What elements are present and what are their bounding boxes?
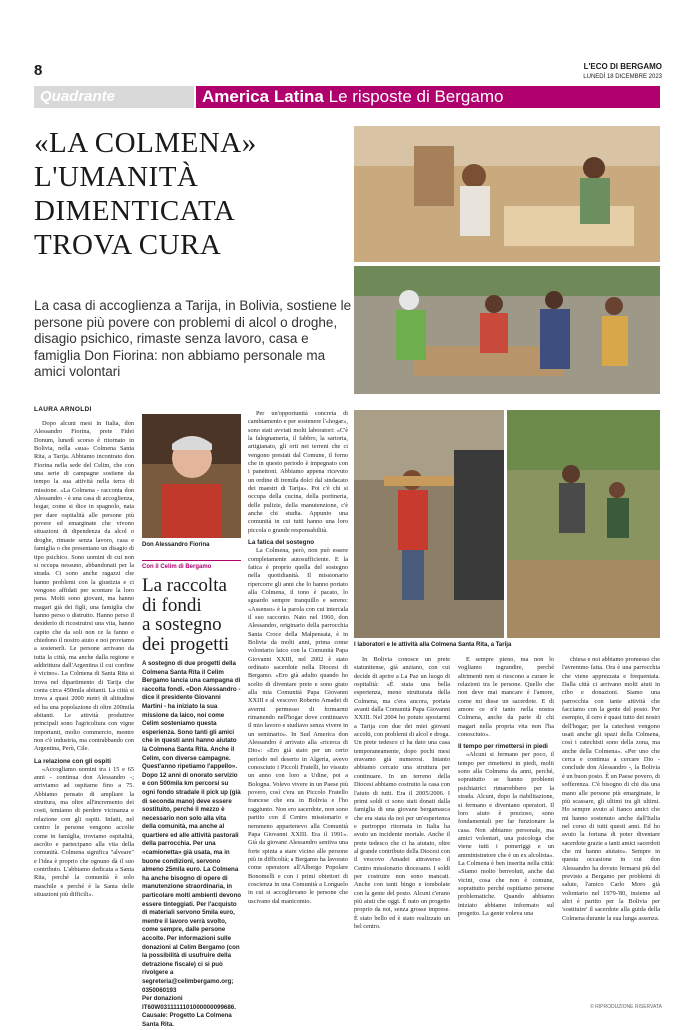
headline-line: L'UMANITÀ [34, 161, 199, 193]
sidebar-rule [142, 560, 241, 561]
photo-baker [354, 410, 504, 638]
headline [34, 126, 344, 262]
headline-line: TROVA CURA [34, 229, 222, 261]
page-number: 8 [34, 62, 43, 79]
iban: IT60W0311111101000000099686. [142, 1003, 236, 1011]
section-label: Quadrante [34, 86, 194, 108]
donations-label: Per donazioni [142, 995, 183, 1003]
publication-name: L'ECO DI BERGAMO [583, 62, 662, 71]
portrait-caption: Don Alessandro Fiorina [142, 542, 210, 548]
photo-caption: I laboratori e le attività alla Colmena Santa Rita, a Tarija [354, 642, 512, 648]
sidebar-tag: Con il Celim di Bergamo [142, 564, 212, 570]
subheading: Il tempo per rimettersi in piedi [458, 743, 548, 751]
article-column [458, 656, 554, 1012]
section-title: America Latina [202, 87, 324, 106]
photo-garden [507, 410, 660, 638]
section-title-bar [196, 86, 660, 108]
paragraph: In Bolivia conosce un prete statunitense, già anziano, con cui decide di aprire a La Paz un luogo di ospitalità: «È stata una bella esperienza, meno strutturata della Colmena, ma c'era ancora, portata avanti dalla Comunità Papa Giovanni XXIII. Nel 2004 ho potuto spostarmi a Tarija con due dei miei giovani accolti, con problemi di alcol e droga. Un prete tedesco ci ha dato una casa temporaneamente, dopo pochi mesi eravamo già numerosi. Intanto abbiamo cercato una struttura per continuare. In un terreno della Diocesi abbiamo costruito la casa con l'aiuto di tutti. Era il 2005/2006. I primi soldi ci sono stati donati dalla famiglia di una giovane bergamasca che era stata da noi per un'esperienza e purtroppo ritornata in Italia ha avuto un incidente mortale. Anche il prete tedesco che ci ha aiutato, oltre al grande contributo della Diocesi con il vescovo Amadei attraverso il Centro missionario diocesano. I soldi per costruire non sono mancati. Anche con tanti bingo e tombolate con la gente del posto. Alcuni c'erano più aiuti che oggi. È nato un progetto proprio da noi, senza grosse imprese. È stato bello ed è stato realizzato un bel centro. [354, 656, 450, 930]
portrait-photo [142, 414, 241, 538]
photo-bakery [354, 266, 660, 394]
sidebar-title [142, 576, 242, 654]
sidebar-title-line: La raccolta [142, 575, 227, 596]
article-column [34, 420, 134, 980]
sidebar-title-line: dei progetti [142, 633, 230, 655]
paragraph: Dopo alcuni mesi in Italia, don Alessandro Fiorina, prete Fidei Donum, lunedì scorso è ritornato in Bolivia, nella «sua» Colmena Santa Rita, a Tarija. Abbiamo incontrato don Fiorina nella sede del Celim, che con una serie di campagne sostiene da tempo la sua attività nella terra di missione. «La Colmena - racconta don Alessandro - è una casa di accoglienza, hogar, come si dice in spagnolo, nata per dare ospitalità alle persone più povere ed emarginate che vivono situazioni di dipendenza da alcol o droghe, rimaste senza lavoro, casa e famiglia o che presentano un disagio di tipo psichico. Sono uomini di cui non si occupa nessuno, abbandonati per la strada. Ci sono anche ragazzi che hanno problemi con la giustizia e ci vengono affidati per scontare la loro pena. Molti sono giovani, ma hanno magari già dei figli, una famiglia che hanno perso o distrutto. Hanno perso il desiderio di ricostruirsi una vita, hanno capito che da soli non ce la fanno e chiedono il nostro aiuto e noi proviamo a sostenerli. Le persone arrivano da tutta la città, ma anche dalla regione e addirittura dall'Argentina il cui confine è vicino». La Colmena di Santa Rita si trova nel dipartimento di Tarija che conta circa 450mila abitanti. La città si trova a quasi 2000 metri di altitudine ed ha una popolazione di oltre 200mila abitanti. Le attività produttive principali sono l'agricoltura con vigne importanti, molto commercio, mentre non c'è industria, ma contrabbando con Argentina, Perù, Cile. [34, 420, 134, 753]
copyright-credit: © RIPRODUZIONE RISERVATA [590, 1004, 662, 1010]
paragraph: Per un'opportunità concreta di cambiamento e per sostenere l'«hogar», sono stati avviati molti laboratori: «C'è la falegnameria, il fabbro, la sartoria, artigianato, gli orti nei terreni che ci vengono prestati dal Comune, il forno che in questo periodo è impegnato con i panettoni. Abbiamo appena ricevuto un ordine di tremila dolci dal sindacato dei maestri di Tarija». Poi c'è chi si occupa della cucina, della portineria, delle pulizie, della manutenzione, c'è anche chi studia. Appunto una comunità in cui tutti hanno una loro piccola o grande responsabilità. [248, 410, 348, 534]
article-column [354, 656, 450, 1012]
photo-carpentry [354, 126, 660, 262]
byline: LAURA ARNOLDI [34, 406, 92, 413]
deck: La casa di accoglienza a Tarija, in Bolivia, sostiene le persone più povere con problemi di alcol o droghe, disagio psichico, rimaste senza lavoro, casa e famiglia Don Fiorina: non abbiamo personale ma amici volontari [34, 298, 352, 380]
paragraph: «Accogliamo uomini tra i 15 e 65 anni - continua don Alessandro -; arriviamo ad ospitarne fino a 75. Abbiamo pensato di ampliare la struttura, ma oltre all'incremento dei costi, temiamo di perdere vicinanza e relazione con gli ospiti. Infatti, nel centro le persone vengono accolte come in famiglia, troviamo ospitalità, ascolto e partecipano alla vita della comunità. Colmena significa "alveare" e l'idea è proprio che ognuno dà il suo contributo. L'abbiamo dedicata a Santa Rita, perché la comunità è solo maschile e perché è la Santa delle situazioni più difficili». [34, 765, 134, 898]
headline-line: DIMENTICATA [34, 195, 236, 227]
headline-line: «LA COLMENA» [34, 127, 257, 159]
causal: Causale: Progetto La Colmena Santa Rita. [142, 1012, 232, 1028]
publication-date: LUNEDÌ 18 DICEMBRE 2023 [583, 74, 662, 80]
paragraph: E sempre pieno, ma non lo vogliamo ingrandire, perché altrimenti non si riescono a curare le relazioni tra le persone. Quello che non deve mai mancare è l'amore, come mi disse un sacerdote. E di amore ce n'è tanto nella nostra Colmena, anche da parte di chi magari nella propria vita non l'ha conosciuto». [458, 656, 554, 739]
article-column [562, 656, 660, 1000]
paragraph: La Colmena, però, non può essere completamente autosufficiente. E la fatica è proprio quella del sostegno nella quotidianità. Il missionario ripercorre gli anni che lo hanno portato alla Colmena, il tono è pacato, lo sguardo sempre tranquillo e sereno: «Assenso» è la parola con cui intercala il suo racconto. Nato nel 1960, don Alessandro, originario della parrocchia Santa Croce della Malpensata, è in Bolivia da molti anni, prima come volontario laico con la Comunità Papa Giovanni XXIII, nel 2002 è stato ordinato sacerdote nella Diocesi di Bergamo. «Ero già adulto quando ho scelto di diventare prete e sono grato alla mia Comunità Papa Giovanni XXIII e al vescovo Roberto Amadei di avermi permesso di formarmi rimanendo nell'hogar dove continuavo il mio lavoro e studiavo senza vivere in un seminario». In Sud America don Alessandro è arrivato alla «ricerca di Dio»: «Ero già stato per un certo periodo nel deserto in Algeria, avevo conosciuto i Piccoli Fratelli, ho vissuto un anno con loro a Udine, poi a Bologna. Volevo vivere in un Paese più povero, così c'era un Piccolo Fratello francese che era in Bolivia e l'ho raggiunto. Non ero sacerdote, non sono partito con il Centro missionario e nemmeno appartenevo alla Comunità Papa Giovanni XXIII. Era il 1991». Già da giovane Alessandro sentiva una forte spinta a stare vicino alle persone più in difficoltà; a Bergamo ha lavorato come operatore all'Albergo Popolare Bonomelli e con i primi obiettori di coscienza in una Comunità a Longuelo in cui si accoglievano le persone che uscivano dal manicomio. [248, 547, 348, 905]
sidebar-text: A sostegno di due progetti della Colmena Santa Rita il Celim Bergamo lancia una campagna di raccolta fondi. «Don Alessandro - dice il presidente Giovanni Martini - ha iniziato la sua missione da laico, noi come Celim sosteniamo questa esperienza. Sono tanti gli amici che in questi anni hanno aiutato la Colmena Santa Rita. Anche il Celim, con diverse campagne. Quest'anno ripetiamo l'appello». Dopo 12 anni di onorato servizio e con 500mila km percorsi su ogni fondo stradale il pick up (già di seconda mano) deve essere sostituito, perché il mezzo è necessario non solo alla vita della comunità, ma anche al quartiere ed alle attività pastorali della parrocchia. Per una «camionetta» già usata, ma in buone condizioni, servono almeno 25mila euro. La Colmena ha anche bisogno di opere di manutenzione straordinaria, in particolare molti ambienti devono essere tinteggiati. Per l'acquisto di materiali servono 5mila euro, mentre il lavoro verrà svolto, come sempre, dalle persone accolte. Per informazioni sulle donazioni al Celim Bergamo (con la possibilità di usufruire della detrazione fiscale) ci si può rivolgere a segreteria@celimbergamo.org; 0350060193 [142, 660, 242, 994]
paragraph: chiesa e noi abbiamo promesso che l'avremmo fatta. Ora è una parrocchia che viene apprezzata e frequentata. Dalla città ci arrivano molti aiuti in cibo e donazioni. Siamo una parrocchia con tante attività che facciamo con la gente del posto. Per esempio, il cero è quasi tutto dei nostri dell'hogar; per la catechesi vengono usati anche gli spazi della Colmena, così i catechisti sono della zona, ma anche della Colmena». «Per uno che cerca e continua a cercare Dio - conclude don Alessandro -, la Bolivia è un buon posto. È un Paese povero, di sofferenza. C'è bisogno di chi dia una mano alle persone più emarginate, le più scassare, gli ultimi tra gli ultimi. Ho sempre avuto al fianco amici che mi hanno sostenuto anche dall'Italia nel corso di tutti questi anni. Ed ho avuto la fortuna di poter diventare sacerdote grazie a tanti amici sacerdoti che mi hanno aiutato». Sempre in questa occasione in cui don Alessandro ha dovuto fermarsi più del previsto a Bergamo per problemi di salute, l'amico Carlo Moro già volontario nel 1979-'80, insieme ad altri è partito per la Bolivia per 'sostituire' il sacerdote alla guida della Colmena durante la sua lunga assenza. [562, 656, 660, 922]
article-column [248, 410, 348, 1012]
masthead [583, 62, 662, 82]
subheading: La relazione con gli ospiti [34, 757, 111, 765]
sidebar-title-line: di fondi [142, 594, 202, 616]
section-subtitle: Le risposte di Bergamo [328, 87, 504, 106]
sidebar-body [142, 660, 242, 1028]
sidebar-title-line: a sostegno [142, 614, 222, 635]
subheading: La fatica del sostegno [248, 539, 315, 547]
paragraph: «Alcuni si fermano per poco, il tempo per rimettersi in piedi, molti sono alla Colmena da anni, perché, soprattutto se hanno problemi psichiatrici rimarrebbero per la strada. Alcuni, dopo la riabilitazione, si fermano e diventano operatori. Il loro aiuto è prezioso, sono fondamentali per far funzionare la casa. Non abbiamo personale, ma amici volontari, una psicologa che viene tutti i pomeriggi e un amministratore che è un ex alcolista». La Colmena è ben inserita nella città: «Siamo molto benvoluti, anche dai vicini, cosa che non è comune, soprattutto perché ospitiamo persone problematiche. Quando abbiamo iniziato abbiamo informato sul progetto. La gente voleva una [458, 751, 554, 917]
